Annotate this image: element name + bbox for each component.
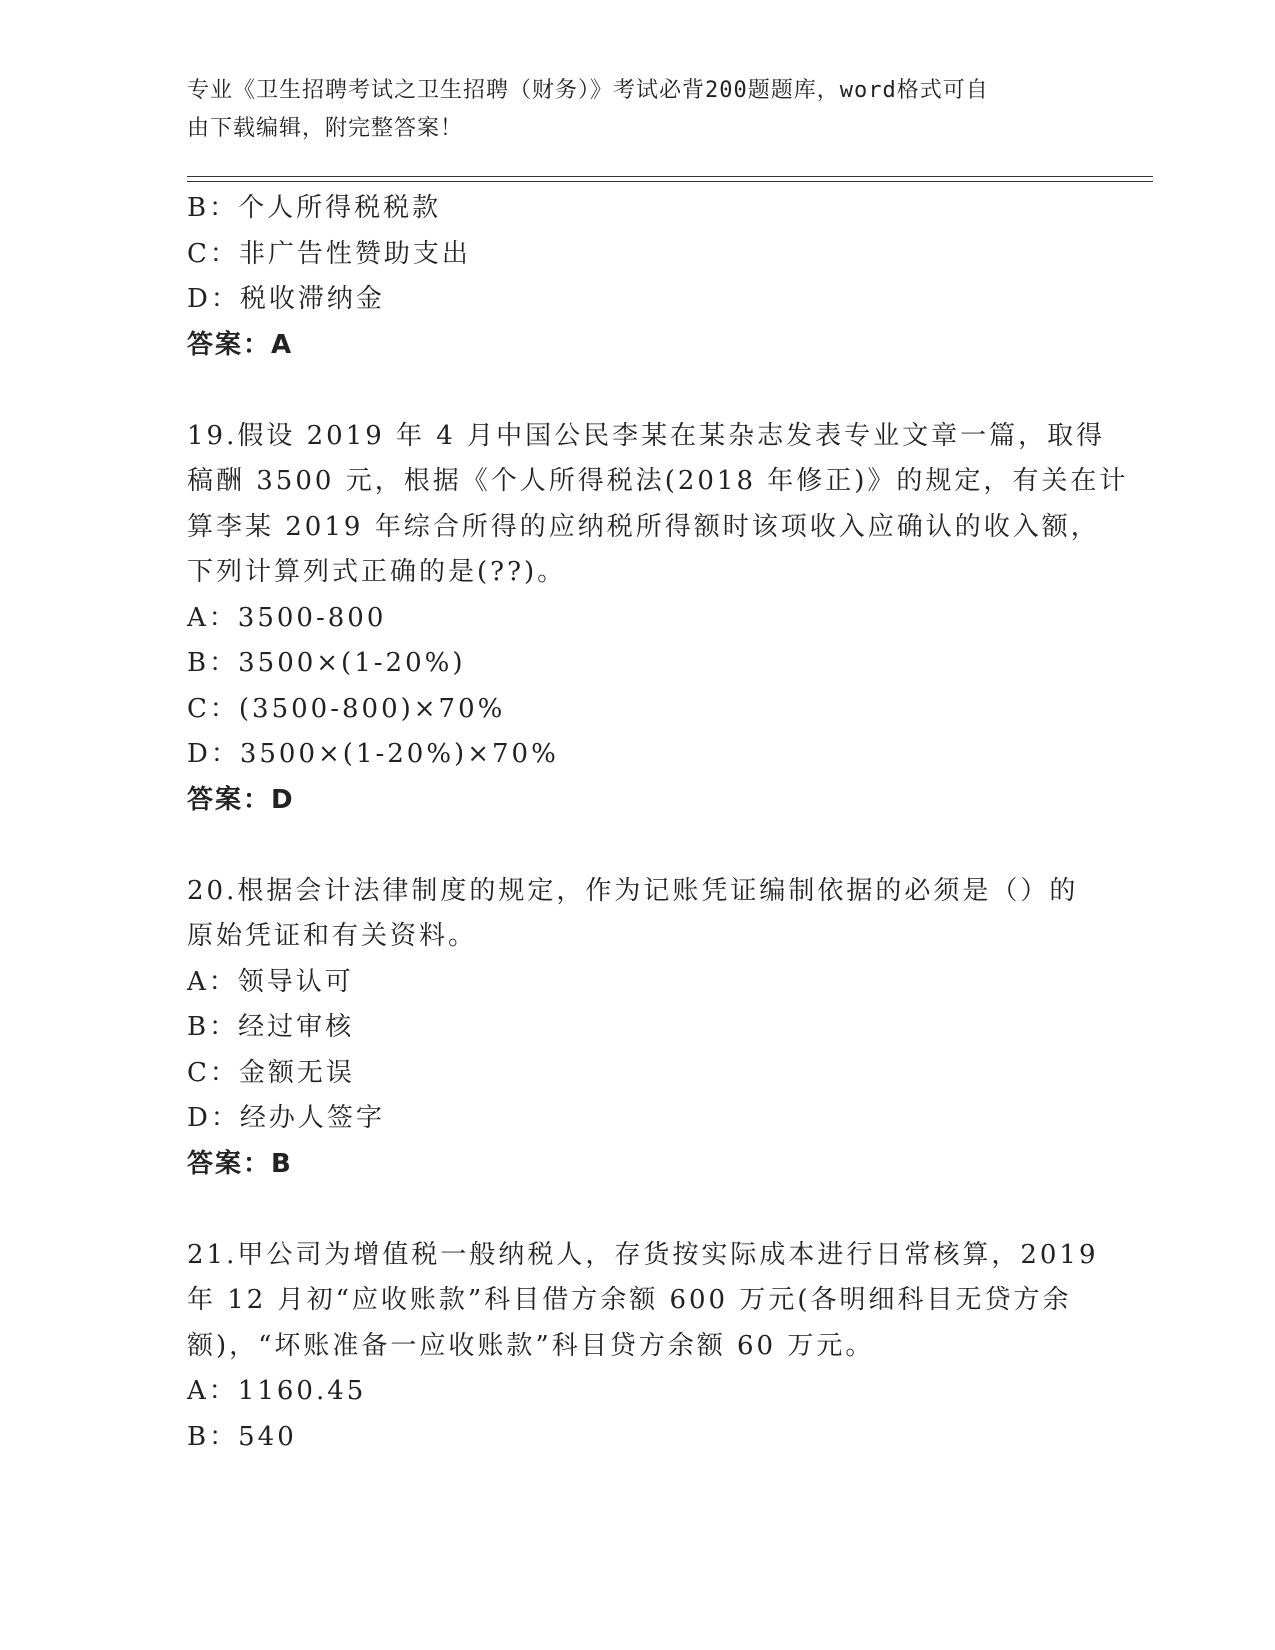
option-d: D：3500×(1-20%)×70%	[187, 739, 559, 769]
option-d: D：税收滞纳金	[187, 284, 385, 314]
option-b: B：3500×(1-20%)	[187, 648, 466, 678]
header-line-2: 由下载编辑，附完整答案！	[187, 116, 464, 141]
option-b: B：个人所得税税款	[187, 193, 442, 223]
option-a: A：3500-800	[187, 602, 387, 633]
option-c: C：(3500-800)×70%	[187, 693, 506, 724]
question-stem-line: 年 12 月初“应收账款”科目借方余额 600 万元(各明细科目无贷方余	[187, 1285, 1072, 1315]
option-d: D：经办人签字	[187, 1103, 385, 1133]
spacer	[187, 368, 1087, 414]
question-18-tail	[187, 186, 1087, 368]
question-stem-line: 19.假设 2019 年 4 月中国公民李某在某杂志发表专业文章一篇，取得	[187, 420, 1106, 451]
question-20	[187, 869, 1087, 1188]
question-19	[187, 414, 1129, 824]
option-c: C：非广告性赞助支出	[187, 238, 471, 269]
answer-line: 答案：A	[187, 329, 294, 360]
question-21	[187, 1233, 1099, 1461]
question-stem-line: 算李某 2019 年综合所得的应纳税所得额时该项收入应确认的收入额，	[187, 511, 1100, 542]
option-b: B：经过审核	[187, 1012, 355, 1042]
question-stem-line: 额)，“坏账准备一应收账款”科目贷方余额 60 万元。	[187, 1330, 875, 1361]
question-stem-line: 20.根据会计法律制度的规定，作为记账凭证编制依据的必须是（）的	[187, 875, 1079, 906]
option-b: B：540	[187, 1421, 297, 1452]
document-header	[187, 72, 1067, 148]
answer-line: 答案：D	[187, 784, 295, 815]
header-line-1: 专业《卫生招聘考试之卫生招聘（财务）》考试必背200题题库，word格式可自	[187, 78, 989, 103]
question-stem-line: 下列计算列式正确的是(??)。	[187, 557, 567, 587]
header-divider-top	[187, 176, 1153, 177]
option-a: A：领导认可	[187, 966, 354, 997]
question-stem-line: 稿酬 3500 元，根据《个人所得税法(2018 年修正)》的规定，有关在计	[187, 466, 1129, 496]
option-a: A：1160.45	[187, 1376, 367, 1406]
option-c: C：金额无误	[187, 1057, 355, 1088]
spacer	[187, 1187, 1087, 1233]
question-stem-line: 21.甲公司为增值税一般纳税人，存货按实际成本进行日常核算，2019	[187, 1239, 1099, 1270]
document-body	[187, 186, 1129, 1460]
header-divider-bottom	[187, 181, 1153, 182]
answer-line: 答案：B	[187, 1148, 293, 1179]
spacer	[187, 823, 1087, 869]
question-stem-line: 原始凭证和有关资料。	[187, 921, 478, 951]
